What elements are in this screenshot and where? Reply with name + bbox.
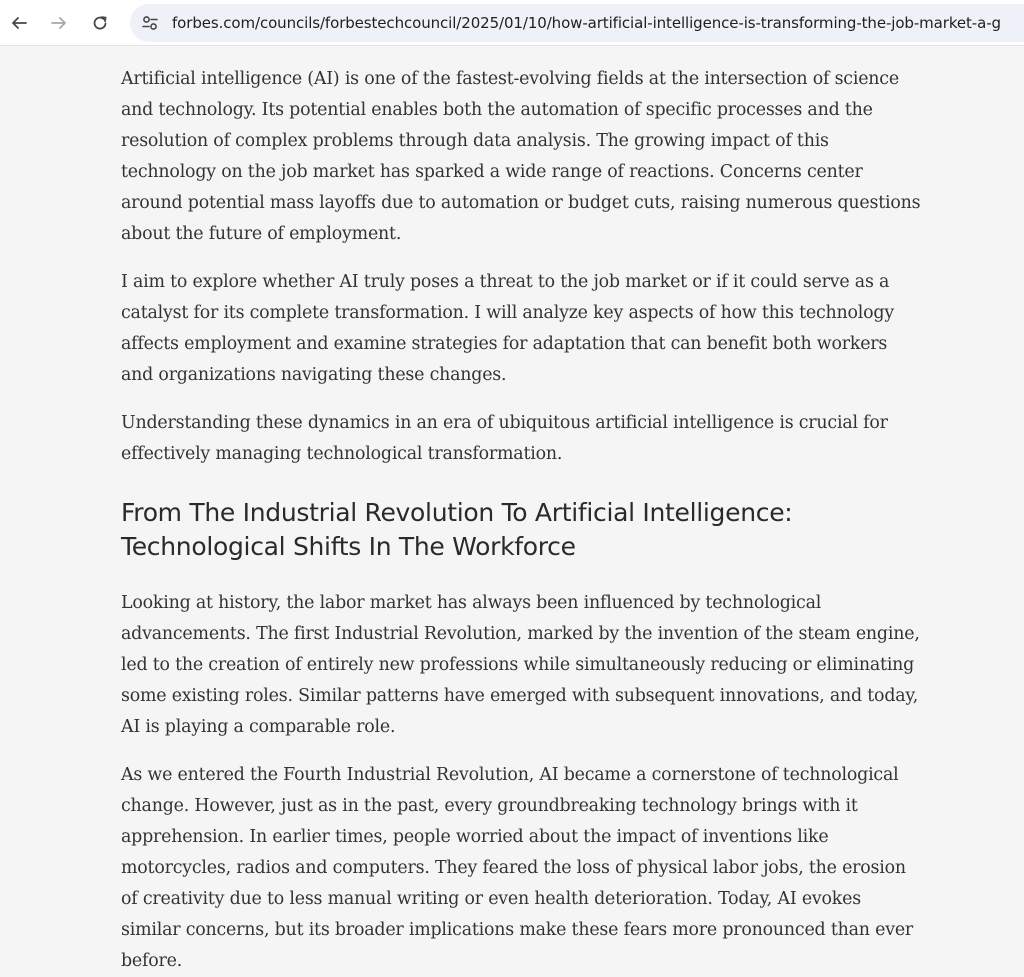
reload-icon	[91, 14, 109, 32]
article-paragraph: I aim to explore whether AI truly poses a threat to the job market or if it could serve as a catalyst for its complete transformation. I will analyze key aspects of how this technology affects employment and examine strategies for adaptation that can benefit both workers and organizations navigating these changes.	[121, 272, 894, 385]
article-paragraph: Looking at history, the labor market has always been influenced by technological advancements. The first Industrial Revolution, marked by the invention of the steam engine, led to the creation of entirely new professions while simultaneously reducing or eliminating some existing roles. Similar patterns have emerged with subsequent innovations, and today, AI is playing a comparable role.	[121, 593, 920, 737]
arrow-right-icon	[50, 14, 68, 32]
url-text[interactable]: forbes.com/councils/forbestechcouncil/2025/01/10/how-artificial-intelligence-is-transforming-the-job-market-a-g	[172, 14, 1001, 32]
address-bar[interactable]	[130, 4, 1024, 42]
reload-button[interactable]	[85, 8, 115, 38]
arrow-left-icon	[10, 14, 28, 32]
section-heading: From The Industrial Revolution To Artificial Intelligence: Technological Shifts In The Workforce	[121, 498, 793, 561]
article-paragraph: Artificial intelligence (AI) is one of the fastest-evolving fields at the intersection of science and technology. Its potential enables both the automation of specific processes and the resolution of complex problems through data analysis. The growing impact of this technology on the job market has sparked a wide range of reactions. Concerns center around potential mass layoffs due to automation or budget cuts, raising numerous questions about the future of employment.	[121, 69, 921, 244]
browser-toolbar	[0, 0, 1024, 46]
back-button[interactable]	[4, 8, 34, 38]
article-paragraph: Understanding these dynamics in an era of ubiquitous artificial intelligence is crucial for effectively managing technological transformation.	[121, 413, 888, 464]
article-body	[121, 64, 921, 977]
forward-button[interactable]	[44, 8, 74, 38]
article-paragraph: As we entered the Fourth Industrial Revolution, AI became a cornerstone of technological change. However, just as in the past, every groundbreaking technology brings with it apprehension. In earlier times, people worried about the impact of inventions like motorcycles, radios and computers. They feared the loss of physical labor jobs, the erosion of creativity due to less manual writing or even health deterioration. Today, AI evokes similar concerns, but its broader implications make these fears more pronounced than ever before.	[121, 765, 914, 971]
tune-icon[interactable]	[140, 13, 160, 33]
